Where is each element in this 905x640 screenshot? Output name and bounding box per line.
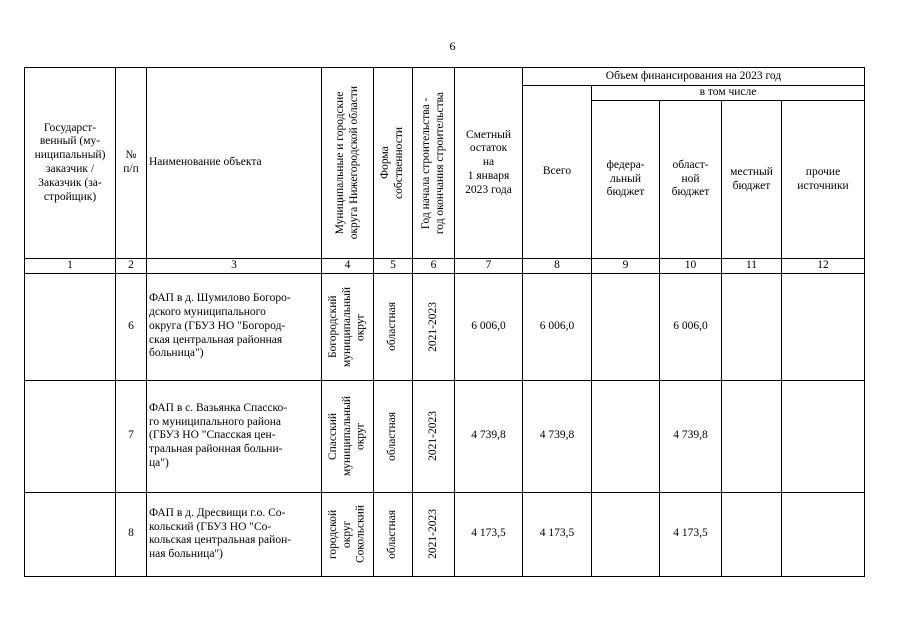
regional-cell: 4 739,8 [660, 380, 722, 492]
federal-cell [592, 380, 660, 492]
column-number: 2 [116, 259, 147, 274]
page-number: 6 [449, 39, 456, 53]
header-object-name: Наименование объекта [147, 68, 322, 259]
header-years: Год начала строительства - год окончания строительства [413, 68, 455, 259]
years-cell: 2021-2023 [413, 492, 455, 576]
header-total: Всего [523, 86, 592, 259]
column-number: 7 [455, 259, 523, 274]
header-estimate: Сметный остаток на 1 января 2023 года [455, 68, 523, 259]
municipality-cell: городской округ Сокольский [322, 492, 374, 576]
column-number: 3 [147, 259, 322, 274]
other-cell [782, 273, 865, 380]
ownership-cell: областная [374, 380, 413, 492]
column-number: 9 [592, 259, 660, 274]
column-number: 12 [782, 259, 865, 274]
row-number: 7 [116, 380, 147, 492]
estimate-cell: 4 173,5 [455, 492, 523, 576]
row-number: 8 [116, 492, 147, 576]
estimate-cell: 4 739,8 [455, 380, 523, 492]
header-customer: Государст- венный (му- ниципальный) заказчик / Заказчик (за- стройщик) [25, 68, 116, 259]
customer-cell [25, 492, 116, 576]
ownership-cell: областная [374, 273, 413, 380]
federal-cell [592, 492, 660, 576]
other-cell [782, 380, 865, 492]
local-cell [722, 380, 782, 492]
column-number: 8 [523, 259, 592, 274]
header-local: местный бюджет [722, 101, 782, 259]
object-name: ФАП в с. Вазьянка Спасско- го муниципального района (ГБУЗ НО "Спасская цен- тральная районная больни- ца") [147, 380, 322, 492]
municipality-cell: Богородский муниципальный округ [322, 273, 374, 380]
object-name: ФАП в д. Дресвищи г.о. Со- кольский (ГБУЗ НО "Со- кольская центральная район- ная больница") [147, 492, 322, 576]
table-row [25, 273, 865, 380]
other-cell [782, 492, 865, 576]
years-cell: 2021-2023 [413, 273, 455, 380]
header-funding: Объем финансирования на 2023 год [523, 68, 865, 86]
header-regional: област- ной бюджет [660, 101, 722, 259]
ownership-cell: областная [374, 492, 413, 576]
customer-cell [25, 273, 116, 380]
table-row [25, 492, 865, 576]
customer-cell [25, 380, 116, 492]
estimate-cell: 6 006,0 [455, 273, 523, 380]
column-number-row [25, 259, 865, 274]
header-ownership: Форма собственности [374, 68, 413, 259]
header-federal: федера- льный бюджет [592, 101, 660, 259]
column-number: 5 [374, 259, 413, 274]
header-other: прочие источники [782, 101, 865, 259]
funding-table [24, 67, 865, 577]
federal-cell [592, 273, 660, 380]
total-cell: 6 006,0 [523, 273, 592, 380]
header-including: в том числе [592, 86, 865, 101]
row-number: 6 [116, 273, 147, 380]
regional-cell: 6 006,0 [660, 273, 722, 380]
object-name: ФАП в д. Шумилово Богоро- дского муниципального округа (ГБУЗ НО "Богород- ская центральная районная больница") [147, 273, 322, 380]
header-num: № п/п [116, 68, 147, 259]
column-number: 10 [660, 259, 722, 274]
column-number: 11 [722, 259, 782, 274]
column-number: 1 [25, 259, 116, 274]
column-number: 6 [413, 259, 455, 274]
local-cell [722, 492, 782, 576]
table-row [25, 380, 865, 492]
total-cell: 4 739,8 [523, 380, 592, 492]
years-cell: 2021-2023 [413, 380, 455, 492]
regional-cell: 4 173,5 [660, 492, 722, 576]
total-cell: 4 173,5 [523, 492, 592, 576]
municipality-cell: Спасский муниципальный округ [322, 380, 374, 492]
local-cell [722, 273, 782, 380]
header-municipality: Муниципальные и городские округа Нижегородской области [322, 68, 374, 259]
column-number: 4 [322, 259, 374, 274]
